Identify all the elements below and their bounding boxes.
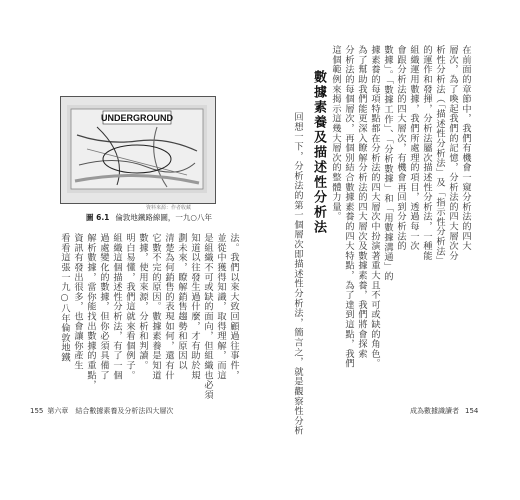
left-text-column: 明白易懂，我們這就來看個例子。 xyxy=(124,233,135,380)
figure-number: 圖 6.1 xyxy=(86,213,110,222)
figure-credit: 資料來源：作者收藏 xyxy=(146,205,192,211)
left-text-column: 數據，使用來源，分析和判讀。 xyxy=(137,233,148,371)
map-photo xyxy=(67,105,207,193)
left-text-column: 資訊有發出很多，也會讓你產生 xyxy=(72,233,83,371)
left-page-footer xyxy=(30,406,173,416)
right-text-column: 析性分析法（「描述性分析法」及「指示性分析法」 xyxy=(434,45,445,266)
right-text-column: 的運作和發揮，分析法屬次描述性分析法，一種能 xyxy=(421,45,432,261)
right-text-column: 分析法的每個層次，再個別結合數據素養的四大特點，為了達到這點，我們 xyxy=(343,45,354,369)
left-text-column: 知道以往發生過什麼，才有助於規 xyxy=(189,233,200,380)
right-text-column: 組織運用數據，我們所處理的項目，透過每一次 xyxy=(408,45,419,251)
running-head: 第六章 結合數據素養及分析法四大層次 xyxy=(47,407,174,415)
left-text-column: 是組織不可或缺的面向，但組織也必須 xyxy=(202,233,213,400)
page-number: 155 xyxy=(30,407,44,415)
page-number: 154 xyxy=(465,407,479,415)
left-text-column: 看看這張一九○八年倫敦地鐵 xyxy=(59,233,70,363)
right-text-column: 為了幫助我們能更深入瞭解分析法的四大層次及數據素養，我們將會探索 xyxy=(356,45,367,359)
left-text-column: 它數不完的原因。數據素養是知道 xyxy=(150,233,161,380)
figure-image-underground-map xyxy=(60,96,216,204)
figure-caption xyxy=(86,212,212,223)
left-text-column: 並從中獲得知識，取得理解，而這 xyxy=(215,233,226,380)
left-text-column: 劃未來，瞭解銷售趨勢和原因以 xyxy=(176,233,187,371)
map-title-text: UNDERGROUND xyxy=(101,113,173,123)
right-text-column: 在前面的章節中，我們有機會一窺分析法的四大 xyxy=(460,45,471,251)
running-head: 成為數據識讀者 xyxy=(410,407,459,415)
left-text-column: 過處變化的數據，但你必須具備了 xyxy=(98,233,109,380)
right-text-column: 回想一下，分析法的第一個層次即描述性分析法，簡言之，就是觀察性分析 xyxy=(292,112,303,436)
left-text-column: 解析數據，當你能找出數據的重點， xyxy=(85,233,96,390)
right-text-column: 層次，為了喚起我們的記憶，分析法的四大層次分 xyxy=(447,45,458,261)
section-heading: 數據素養及描述性分析法 xyxy=(311,70,326,235)
left-text-column: 清楚為何銷售的表現如何，還有什 xyxy=(163,233,174,380)
right-text-column: 數據」。「數據工作」、「分析數據」和「用數據溝通」的 xyxy=(382,45,393,282)
right-text-column: 據素養的每項特點都在分析法的四大層次中扮演著重大且不可或缺的角色。 xyxy=(369,45,380,369)
right-page-footer xyxy=(410,406,478,416)
left-text-column: 法。我們以來大致回顧過往事件， xyxy=(228,233,239,380)
right-page xyxy=(260,0,520,500)
left-text-column: 組織這個描述性分析法，有了一個 xyxy=(111,233,122,380)
right-text-column: 這個範例來揭示這幾大層次的整體力量。 xyxy=(330,45,341,222)
figure-caption-text: 倫敦地鐵路線圖，一九○八年 xyxy=(115,213,212,222)
right-text-column: 會跟分析法的四大層次，有機會再回到分析法的 xyxy=(395,45,406,251)
